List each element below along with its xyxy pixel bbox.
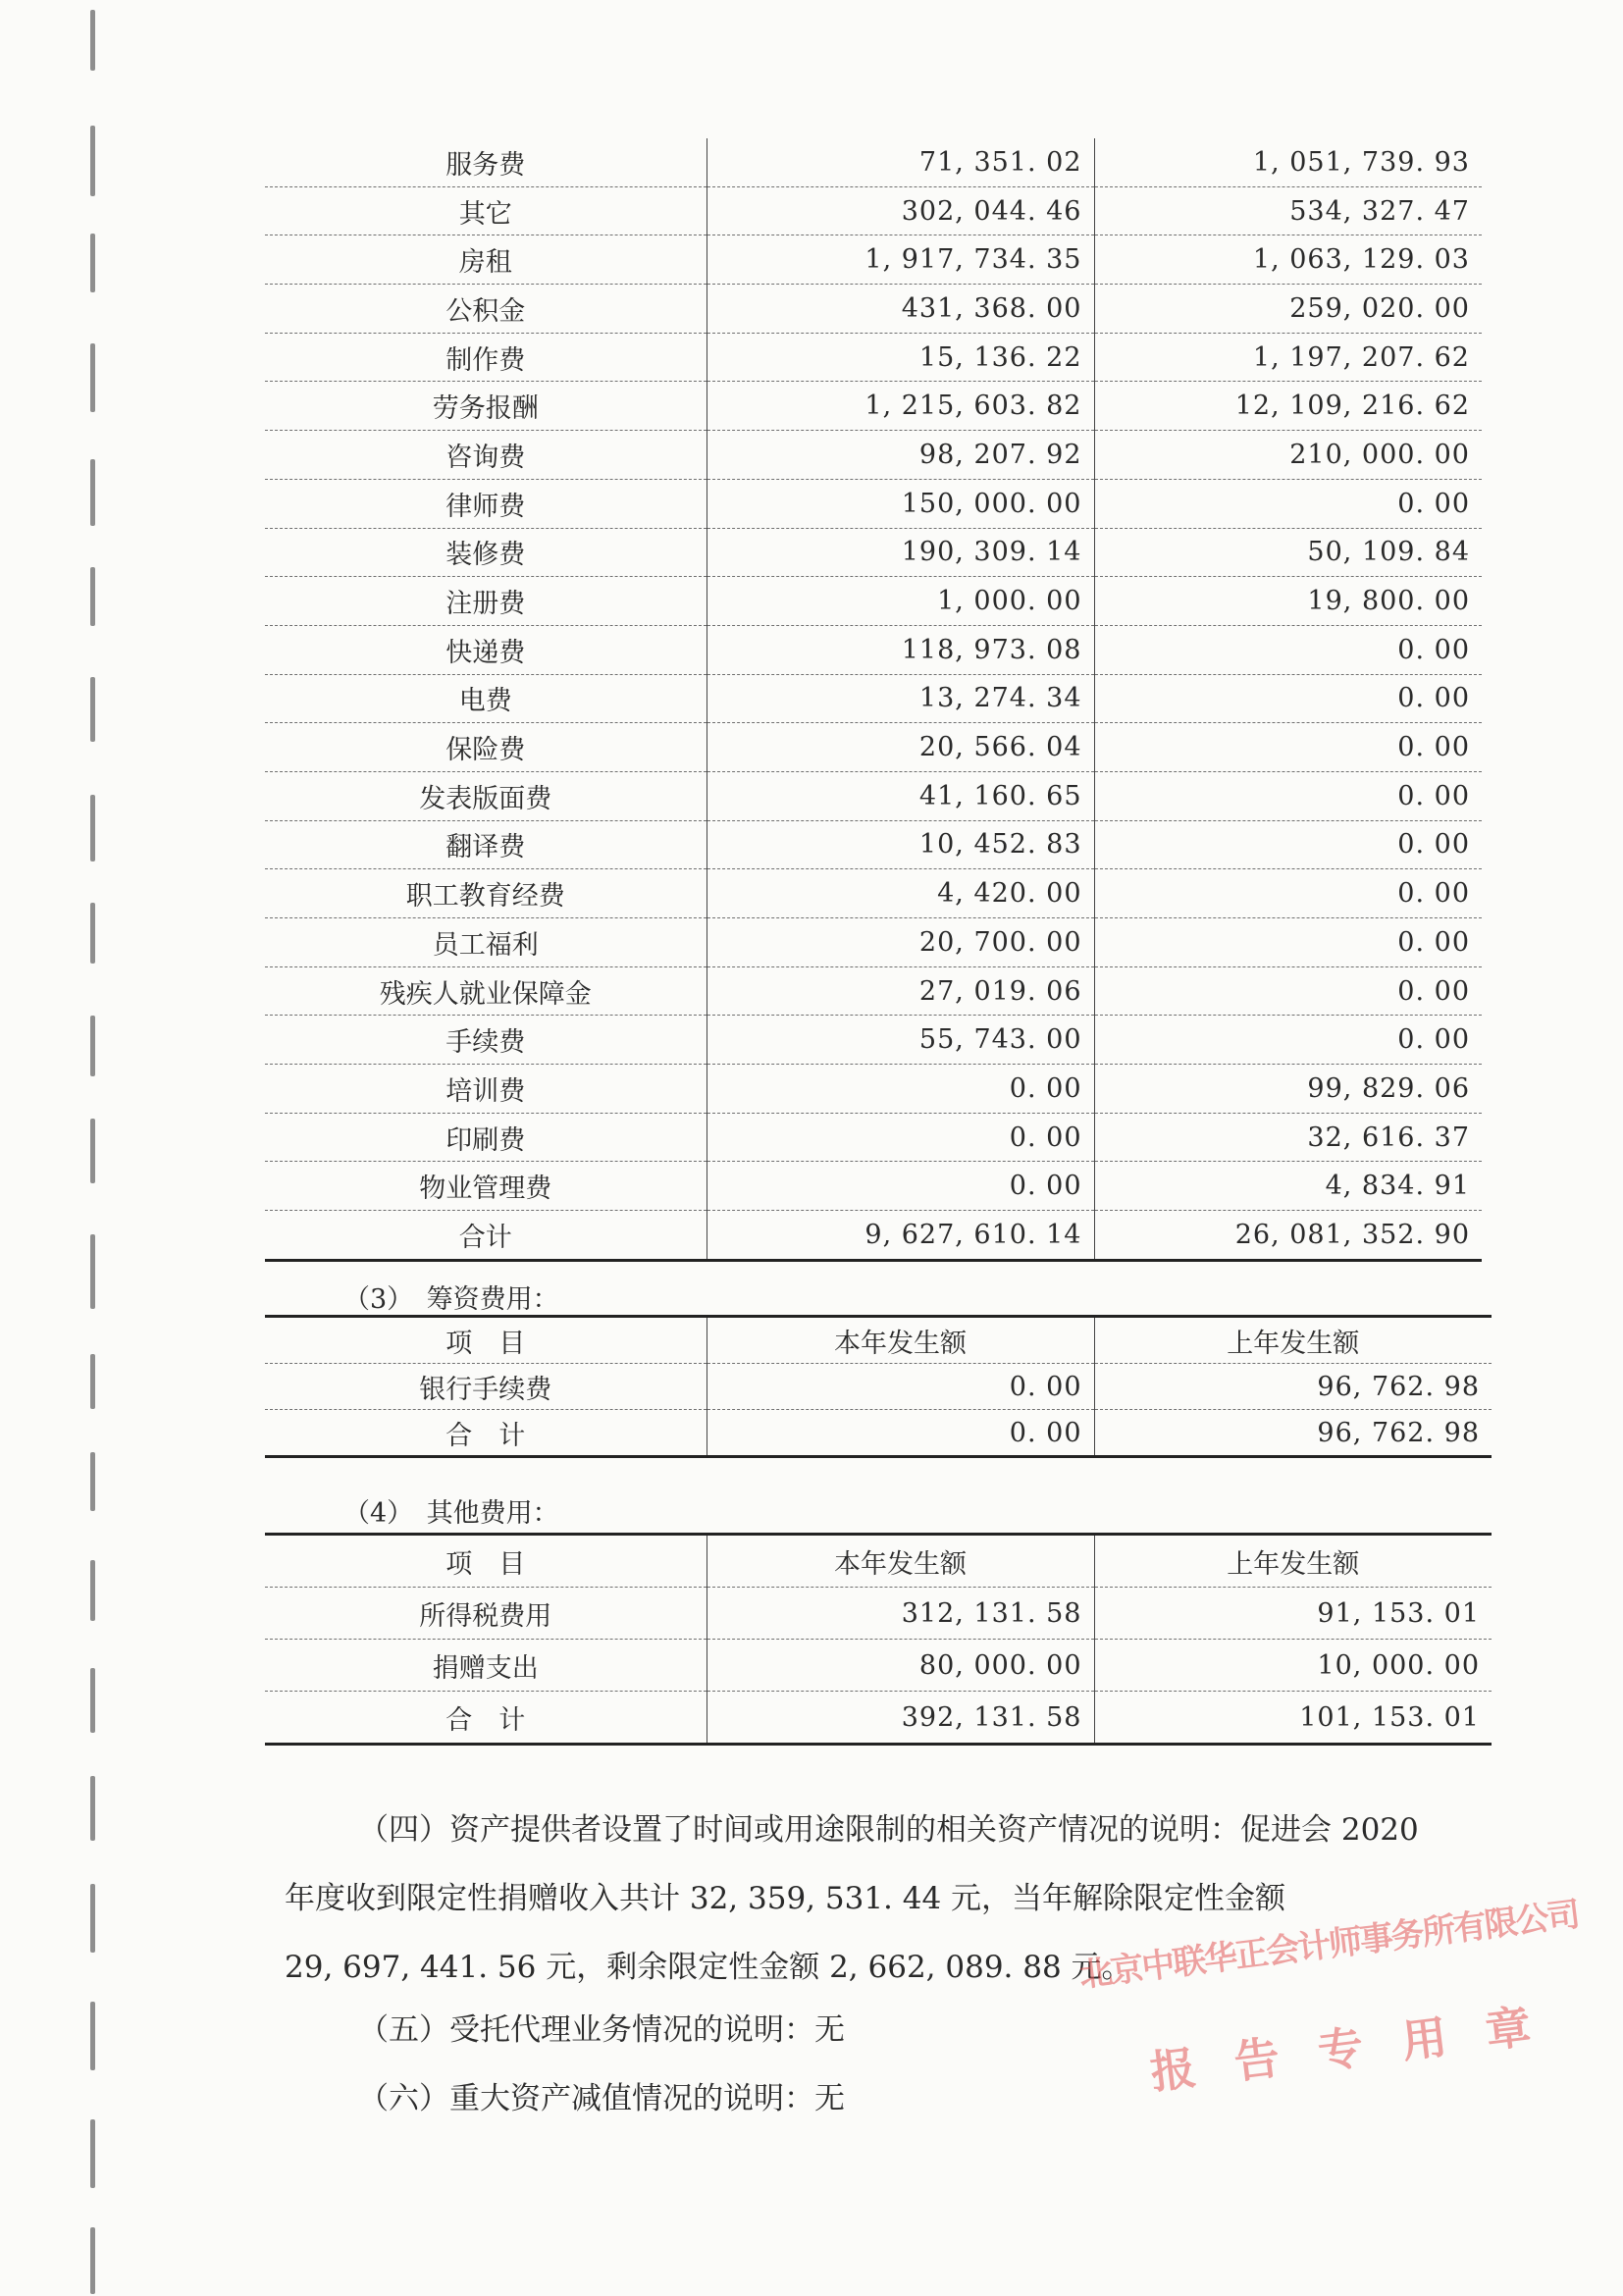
table-row [265, 966, 1482, 1016]
row-item-name: 公积金 [265, 285, 707, 334]
row-item-name: 快递费 [265, 625, 707, 674]
table-row [265, 186, 1482, 235]
row-current-amount: 392, 131. 58 [707, 1692, 1094, 1745]
row-current-amount: 1, 000. 00 [707, 577, 1094, 626]
row-prior-amount: 26, 081, 352. 90 [1094, 1211, 1482, 1261]
row-item-name: 员工福利 [265, 918, 707, 967]
table-row [265, 1162, 1482, 1211]
row-item-name: 装修费 [265, 528, 707, 577]
row-current-amount: 0. 00 [707, 1113, 1094, 1162]
table-row [265, 138, 1482, 186]
row-prior-amount: 0. 00 [1094, 723, 1482, 772]
table-row [265, 918, 1482, 967]
row-current-amount: 80, 000. 00 [707, 1640, 1094, 1692]
row-current-amount: 312, 131. 58 [707, 1588, 1094, 1640]
row-item-name: 残疾人就业保障金 [265, 966, 707, 1016]
table-row [265, 577, 1482, 626]
table-row [265, 1410, 1492, 1457]
row-item-name: 电费 [265, 674, 707, 723]
table-row [265, 1113, 1482, 1162]
table-row [265, 1692, 1492, 1745]
row-prior-amount: 0. 00 [1094, 869, 1482, 918]
header-prior: 上年发生额 [1094, 1317, 1492, 1364]
row-prior-amount: 0. 00 [1094, 479, 1482, 528]
row-current-amount: 71, 351. 02 [707, 138, 1094, 186]
row-item-name: 合 计 [265, 1692, 707, 1745]
row-prior-amount: 0. 00 [1094, 966, 1482, 1016]
row-prior-amount: 32, 616. 37 [1094, 1113, 1482, 1162]
row-prior-amount: 19, 800. 00 [1094, 577, 1482, 626]
row-prior-amount: 96, 762. 98 [1094, 1410, 1492, 1457]
table-row [265, 285, 1482, 334]
row-current-amount: 190, 309. 14 [707, 528, 1094, 577]
row-item-name: 职工教育经费 [265, 869, 707, 918]
binding-marks [84, 0, 104, 2296]
row-current-amount: 55, 743. 00 [707, 1016, 1094, 1065]
other-expense-table [265, 1533, 1492, 1746]
row-prior-amount: 210, 000. 00 [1094, 431, 1482, 480]
row-current-amount: 9, 627, 610. 14 [707, 1211, 1094, 1261]
table-row [265, 625, 1482, 674]
row-prior-amount: 96, 762. 98 [1094, 1364, 1492, 1410]
stamp-firm-name: 北京中联华正会计师事务所有限公司 [1076, 1895, 1581, 1996]
row-item-name: 咨询费 [265, 431, 707, 480]
stamp-label: 报告专用章 [1147, 1995, 1573, 2100]
row-item-name: 注册费 [265, 577, 707, 626]
table-row [265, 333, 1482, 382]
row-prior-amount: 50, 109. 84 [1094, 528, 1482, 577]
table-row [265, 869, 1482, 918]
row-current-amount: 431, 368. 00 [707, 285, 1094, 334]
row-item-name: 培训费 [265, 1065, 707, 1114]
row-current-amount: 0. 00 [707, 1410, 1094, 1457]
row-current-amount: 4, 420. 00 [707, 869, 1094, 918]
agency-business-note: （五）受托代理业务情况的说明：无 [358, 2012, 845, 2048]
row-current-amount: 41, 160. 65 [707, 771, 1094, 820]
row-prior-amount: 10, 000. 00 [1094, 1640, 1492, 1692]
row-item-name: 合计 [265, 1211, 707, 1261]
financing-expense-table [265, 1315, 1492, 1458]
table-row [265, 1640, 1492, 1692]
table-row [265, 431, 1482, 480]
row-item-name: 发表版面费 [265, 771, 707, 820]
row-prior-amount: 101, 153. 01 [1094, 1692, 1492, 1745]
header-current: 本年发生额 [707, 1317, 1094, 1364]
table-row [265, 723, 1482, 772]
row-item-name: 律师费 [265, 479, 707, 528]
row-current-amount: 1, 917, 734. 35 [707, 235, 1094, 285]
row-prior-amount: 0. 00 [1094, 674, 1482, 723]
table-row [265, 235, 1482, 285]
row-current-amount: 302, 044. 46 [707, 186, 1094, 235]
header-item: 项 目 [265, 1317, 707, 1364]
table-row [265, 1016, 1482, 1065]
row-prior-amount: 12, 109, 216. 62 [1094, 382, 1482, 431]
table-header-row [265, 1317, 1492, 1364]
table-row [265, 479, 1482, 528]
row-prior-amount: 0. 00 [1094, 625, 1482, 674]
header-item: 项 目 [265, 1535, 707, 1588]
row-current-amount: 20, 566. 04 [707, 723, 1094, 772]
row-current-amount: 0. 00 [707, 1162, 1094, 1211]
row-current-amount: 15, 136. 22 [707, 333, 1094, 382]
row-prior-amount: 259, 020. 00 [1094, 285, 1482, 334]
row-prior-amount: 4, 834. 91 [1094, 1162, 1482, 1211]
row-prior-amount: 91, 153. 01 [1094, 1588, 1492, 1640]
row-prior-amount: 1, 063, 129. 03 [1094, 235, 1482, 285]
other-section-title: （4） 其他费用： [343, 1498, 559, 1529]
row-item-name: 服务费 [265, 138, 707, 186]
row-prior-amount: 0. 00 [1094, 918, 1482, 967]
table-row [265, 771, 1482, 820]
row-item-name: 捐赠支出 [265, 1640, 707, 1692]
row-item-name: 劳务报酬 [265, 382, 707, 431]
row-current-amount: 1, 215, 603. 82 [707, 382, 1094, 431]
restricted-assets-note-line-1: （四）资产提供者设置了时间或用途限制的相关资产情况的说明：促进会 2020 [358, 1812, 1419, 1848]
row-item-name: 所得税费用 [265, 1588, 707, 1640]
table-row [265, 820, 1482, 869]
row-item-name: 房租 [265, 235, 707, 285]
table-row [265, 1211, 1482, 1261]
row-current-amount: 13, 274. 34 [707, 674, 1094, 723]
row-item-name: 翻译费 [265, 820, 707, 869]
row-current-amount: 0. 00 [707, 1065, 1094, 1114]
row-item-name: 物业管理费 [265, 1162, 707, 1211]
row-item-name: 手续费 [265, 1016, 707, 1065]
header-current: 本年发生额 [707, 1535, 1094, 1588]
row-current-amount: 98, 207. 92 [707, 431, 1094, 480]
row-current-amount: 10, 452. 83 [707, 820, 1094, 869]
admin-expense-table [265, 138, 1482, 1262]
row-current-amount: 20, 700. 00 [707, 918, 1094, 967]
row-item-name: 其它 [265, 186, 707, 235]
table-header-row [265, 1535, 1492, 1588]
table-row [265, 1588, 1492, 1640]
row-item-name: 保险费 [265, 723, 707, 772]
table-row [265, 1065, 1482, 1114]
restricted-assets-note-line-2: 年度收到限定性捐赠收入共计 32, 359, 531. 44 元，当年解除限定性金额 [285, 1881, 1286, 1916]
table-row [265, 528, 1482, 577]
header-prior: 上年发生额 [1094, 1535, 1492, 1588]
row-current-amount: 118, 973. 08 [707, 625, 1094, 674]
row-prior-amount: 1, 197, 207. 62 [1094, 333, 1482, 382]
row-current-amount: 27, 019. 06 [707, 966, 1094, 1016]
restricted-assets-note-line-3: 29, 697, 441. 56 元，剩余限定性金额 2, 662, 089. 88 元。 [285, 1950, 1132, 1985]
financing-section-title: （3） 筹资费用： [343, 1284, 559, 1315]
asset-impairment-note: （六）重大资产减值情况的说明：无 [358, 2081, 845, 2116]
row-prior-amount: 0. 00 [1094, 820, 1482, 869]
row-current-amount: 0. 00 [707, 1364, 1094, 1410]
row-prior-amount: 99, 829. 06 [1094, 1065, 1482, 1114]
row-item-name: 制作费 [265, 333, 707, 382]
row-prior-amount: 1, 051, 739. 93 [1094, 138, 1482, 186]
row-prior-amount: 0. 00 [1094, 1016, 1482, 1065]
row-item-name: 银行手续费 [265, 1364, 707, 1410]
row-item-name: 印刷费 [265, 1113, 707, 1162]
table-row [265, 674, 1482, 723]
table-row [265, 382, 1482, 431]
row-prior-amount: 534, 327. 47 [1094, 186, 1482, 235]
row-prior-amount: 0. 00 [1094, 771, 1482, 820]
table-row [265, 1364, 1492, 1410]
row-current-amount: 150, 000. 00 [707, 479, 1094, 528]
row-item-name: 合 计 [265, 1410, 707, 1457]
